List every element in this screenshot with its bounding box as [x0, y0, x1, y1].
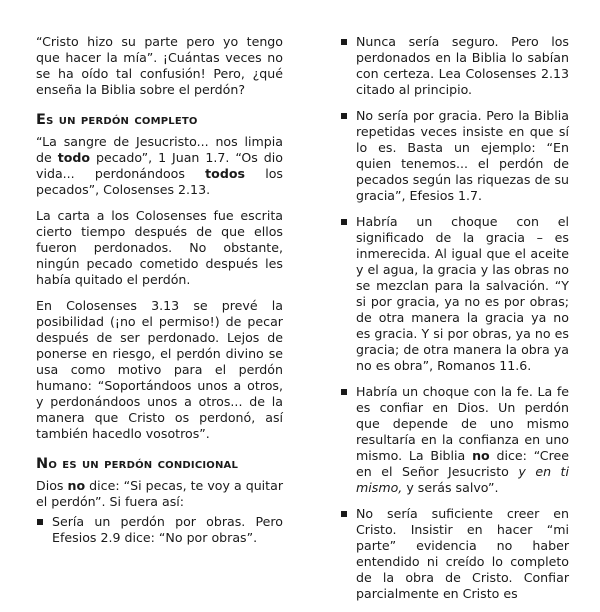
dios-text-a: Dios	[36, 478, 68, 493]
list-item-text: Habría un choque con el significado de la gracia – es inmerecida. Al igual que el aceite y el agua, la gracia y las obras no se mezclan para la salvación. “Y si por gracia, ya no es por obras; de otra manera la gracia ya no es gracia. Y si por obras, ya no es gracia; de otra manera la obra ya no es obra”, Romanos 11.6.	[356, 214, 569, 373]
heading-complete-forgiveness: Es un perdón completo	[36, 112, 198, 128]
quote-text-c: pecado”, 1 Juan 1.7. “Os dio vida... perdonándoos	[36, 150, 283, 181]
left-bullet-list	[36, 514, 283, 546]
faith-text-c: dice: “Cree en el Señor Jesucristo	[356, 448, 569, 479]
faith-italic-text: y en ti mismo,	[356, 464, 569, 495]
list-item	[340, 506, 569, 602]
colossians-313-paragraph: En Colosenses 3.13 se prevé la posibilidad (¡no el permiso!) de pecar después de ser perdonado. Lejos de ponerse en riesgo, el perdón divino se usa como motivo para el perdón humano: “Soportándoos unos a otros, y perdonándoos unos a otros... de la manera que Cristo os perdonó, así también hacedlo vosotros”.	[36, 298, 283, 441]
left-column	[36, 34, 283, 556]
list-item	[340, 34, 569, 98]
right-bullet-list	[340, 34, 569, 602]
quote-paragraph	[36, 134, 283, 198]
heading-not-conditional: No es un perdón condicional	[36, 456, 239, 472]
quote-text-e: los pecados”, Colosenses 2.13.	[36, 166, 283, 197]
square-bullet-icon	[341, 219, 347, 225]
faith-text-a: Habría un choque con la fe. La fe es confiar en Dios. Un perdón que depende de uno mismo resultaría en la confianza en uno mismo. La Biblia	[356, 384, 569, 463]
quote-text-a: “La sangre de Jesucristo... nos limpia de	[36, 134, 283, 165]
square-bullet-icon	[341, 511, 347, 517]
faith-text-e: y serás salvo”.	[402, 480, 499, 495]
faith-bold-no: no	[472, 448, 490, 463]
dios-text-c: dice: “Si pecas, te voy a quitar el perdón”. Si fuera así:	[36, 478, 284, 509]
list-item-text: No sería suficiente creer en Cristo. Insistir en hacer “mi parte” evidencia no haber entendido ni creído lo completo de la obra de Cristo. Confiar parcialmente en Cristo es	[356, 506, 569, 601]
list-item-text	[356, 384, 569, 495]
square-bullet-icon	[37, 519, 43, 525]
square-bullet-icon	[341, 389, 347, 395]
right-column	[340, 34, 569, 612]
square-bullet-icon	[341, 113, 347, 119]
dios-bold-no: no	[67, 478, 86, 493]
quote-bold-todos: todos	[205, 166, 245, 181]
list-item-text: Sería un perdón por obras. Pero Efesios 2.9 dice: “No por obras”.	[52, 514, 283, 545]
list-item	[340, 384, 569, 496]
quote-bold-todo: todo	[57, 150, 91, 165]
list-item	[36, 514, 283, 546]
square-bullet-icon	[341, 39, 347, 45]
intro-paragraph: “Cristo hizo su parte pero yo tengo que hacer la mía”. ¡Cuántas veces no se ha oído tal confusión! Pero, ¿qué enseña la Biblia sobre el perdón?	[36, 34, 283, 97]
colossians-paragraph: La carta a los Colosenses fue escrita cierto tiempo después de que ellos fueron perdonados. No obstante, ningún pecado cometido después les había quitado el perdón.	[36, 208, 283, 287]
list-item	[340, 214, 569, 374]
list-item	[340, 108, 569, 204]
list-item-text: Nunca sería seguro. Pero los perdonados en la Biblia lo sabían con certeza. Lea Colosenses 2.13 citado al principio.	[356, 34, 569, 97]
list-item-text: No sería por gracia. Pero la Biblia repetidas veces insiste en que sí lo es. Basta un ejemplo: “En quien tenemos... el perdón de pecados según las riquezas de su gracia”, Efesios 1.7.	[356, 108, 569, 203]
dios-no-dice-paragraph	[36, 478, 283, 510]
